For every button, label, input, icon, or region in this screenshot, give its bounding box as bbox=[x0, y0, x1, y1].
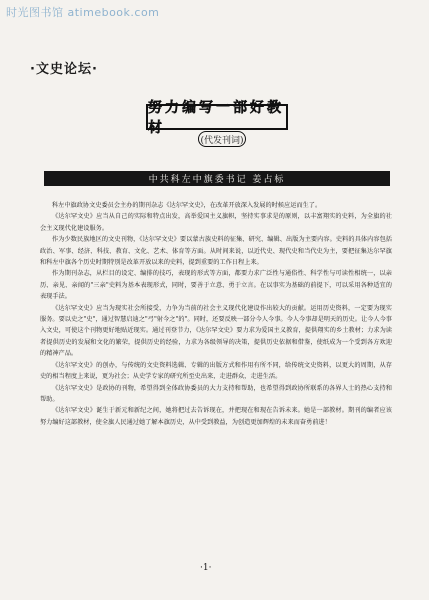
paragraph: 作为少数民族地区的文史刊物，《达尔罕文史》要以蒙古族史料的征集、研究、编辑、出版为主要内容。史料的具体内容包括政治、军事、经济、科技、教育、文化、艺术、体育等方面。从时间来说，以近代史、现代史和当代史为主，要把征集达尔罕旗和科左中旗各个历史时期特别是改革开放以来的史料，提到重要的工作日程上来。 bbox=[40, 236, 392, 267]
column-tag: ·文史论坛· bbox=[30, 62, 98, 77]
article-body bbox=[40, 200, 392, 428]
paragraph: 《达尔罕文史》应当为现实社会所接受，力争为当前的社会主义现代化建设作出较大的贡献。运用历史资料，一定要为现实服务。要以史之"史"，通过智慧启迪之"弓"射今之"的"。同时，还要反映一部分今人今事。今人今事却是明天的历史。让今人今事入文史，可使这个刊物更好地贴近现实。通过刊登节力，《达尔罕文史》要力求为爱国主义教育，提供翔实的乡土教材；力求为读者提供历史的发展和文化的繁荣，提供历史的经验，力求为各级领导的决策，提供历史依据和借鉴，使纸成为一个受到各方欢迎的精神产品。 bbox=[40, 304, 392, 358]
paragraph: 《达尔罕文史》是政协的刊物，希望得到全体政协委员的大力支持和帮助，也希望得到政协所联系的各界人士的热心支持和帮助。 bbox=[40, 384, 392, 403]
article-title-box bbox=[146, 100, 288, 136]
page-number: ·1· bbox=[200, 563, 212, 573]
byline-box bbox=[198, 131, 246, 147]
paragraph: 作为期刊杂志，从栏目的设定、编排的技巧，表现的形式等方面，都要力求广泛性与通俗性、科学性与可读性相统一，以亲历、亲见、亲闻的"三亲"史料为基本表现形式，同时，要善于立意、勇于立言。在以事实为基础的前提下，可以采用各种适宜的表现手法。 bbox=[40, 270, 392, 301]
paragraph: 《达尔罕文史》的创办，与传统的文史资料选辑、专辑的出版方式和作用有所不同，给传统文史资料，以更大的周期，从存史的相当程度上来说，更为社会；从史学专家的研究所至史出来，走进群众，走进生活。 bbox=[40, 361, 392, 381]
author-line: 中共科左中旗委书记 姜占标 bbox=[148, 175, 286, 185]
watermark: 时光图书馆 atimebook.com bbox=[6, 6, 160, 19]
paragraph: 《达尔罕文史》诞生于新元和新纪之间，她将把过去告诉现在，并把现在和现在告诉未来。她是一部教材。期刊的编者应该努力编好这部教材，使全旗人民通过她了解本旗历史，从中受到教益，为创造更加辉煌的未来而奋勇前进！ bbox=[40, 407, 392, 426]
author-bar bbox=[44, 171, 390, 186]
article-byline: (代发刊词) bbox=[200, 135, 244, 146]
article-title: 努力编写一部好教材 bbox=[148, 100, 284, 136]
paragraph: 科左中旗政协文史委员会主办的期刊杂志《达尔罕文史》，在改革开放深入发展的时候应运而生了。 bbox=[52, 202, 322, 209]
paragraph: 《达尔罕文史》应当从自己的实际和特点出发，高举爱国主义旗帜，坚持实事求是的原则，以丰富翔实的史料，为全旗的社会主义现代化建设服务。 bbox=[40, 213, 392, 232]
